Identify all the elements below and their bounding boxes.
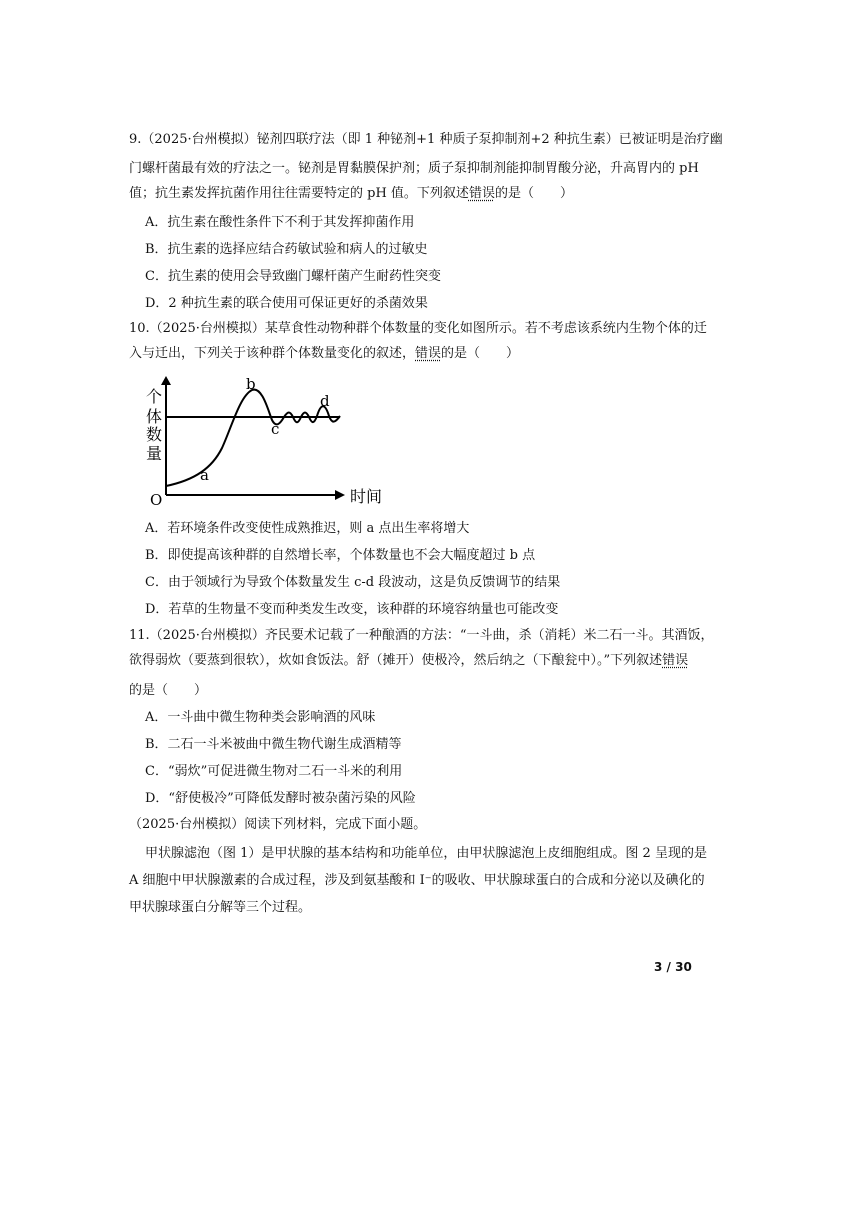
- q10-stem-tail: 的是（ ）: [441, 346, 520, 361]
- q11-emphasis-word: 错误: [662, 653, 689, 668]
- material-paragraph-line-2: A 细胞中甲状腺激素的合成过程，涉及到氨基酸和 I⁻的吸收、甲状腺球蛋白的合成和分泌以及碘化的: [129, 873, 705, 888]
- q9-option-a: A．抗生素在酸性条件下不利于其发挥抑菌作用: [145, 215, 415, 230]
- y-axis-label-char-3: 数: [146, 425, 163, 444]
- q10-stem-line-2: [129, 345, 519, 363]
- point-label-b: b: [246, 376, 256, 393]
- q10-stem-line-1: 10.（2025·台州模拟）某草食性动物种群个体数量的变化如图所示。若不考虑该系统内生物个体的迁: [129, 321, 707, 336]
- q9-emphasis-word: 错误: [468, 186, 495, 201]
- origin-label: O: [150, 491, 163, 508]
- q9-option-c: C．抗生素的使用会导致幽门螺杆菌产生耐药性突变: [145, 269, 441, 284]
- material-intro: （2025·台州模拟）阅读下列材料，完成下面小题。: [129, 817, 427, 832]
- q10-option-a: A．若环境条件改变使性成熟推迟，则 a 点出生率将增大: [145, 521, 470, 536]
- q9-stem-text: 值；抗生素发挥抗菌作用往往需要特定的 pH 值。下列叙述: [129, 186, 469, 201]
- population-curve: [166, 390, 340, 486]
- q9-option-d: D．2 种抗生素的联合使用可保证更好的杀菌效果: [145, 296, 428, 311]
- q11-option-d: D．“舒使极冷”可降低发酵时被杂菌污染的风险: [145, 791, 416, 806]
- population-chart: [140, 376, 390, 508]
- point-label-c: c: [271, 420, 280, 438]
- y-axis-arrow: [161, 376, 171, 385]
- q11-stem-line-1: 11.（2025·台州模拟）齐民要术记载了一种酿酒的方法：“一斗曲，杀（消耗）米二石一斗。其酒饭，: [129, 628, 714, 643]
- x-axis-arrow: [335, 490, 345, 500]
- q9-stem-line-3: [129, 185, 573, 203]
- material-paragraph-line-3: 甲状腺球蛋白分解等三个过程。: [129, 900, 312, 915]
- point-label-d: d: [320, 392, 330, 410]
- page-number: 3 / 30: [654, 960, 692, 974]
- q11-option-b: B．二石一斗米被曲中微生物代谢生成酒精等: [145, 737, 402, 752]
- x-axis-label: 时间: [350, 487, 383, 506]
- q10-option-d: D．若草的生物量不变而种类发生改变，该种群的环境容纳量也可能改变: [145, 602, 559, 617]
- q11-option-c: C．“弱炊”可促进微生物对二石一斗米的利用: [145, 764, 403, 779]
- q11-option-a: A．一斗曲中微生物种类会影响酒的风味: [145, 710, 376, 725]
- q9-stem-tail: 的是（ ）: [494, 186, 573, 201]
- material-paragraph-line-1: 甲状腺滤泡（图 1）是甲状腺的基本结构和功能单位，由甲状腺滤泡上皮细胞组成。图 2 呈现的是: [145, 846, 707, 861]
- y-axis-label-char-4: 量: [146, 444, 163, 463]
- y-axis-label-char-1: 个: [146, 387, 163, 406]
- q10-emphasis-word: 错误: [415, 346, 442, 361]
- point-label-a: a: [200, 466, 209, 484]
- q11-stem-line-2: [129, 652, 688, 670]
- q9-option-b: B．抗生素的选择应结合药敏试验和病人的过敏史: [145, 242, 428, 257]
- q10-option-b: B．即使提高该种群的自然增长率，个体数量也不会大幅度超过 b 点: [145, 548, 536, 563]
- q10-option-c: C．由于领域行为导致个体数量发生 c-d 段波动，这是负反馈调节的结果: [145, 575, 561, 590]
- q9-stem-line-1: 9.（2025·台州模拟）铋剂四联疗法（即 1 种铋剂+1 种质子泵抑制剂+2 种抗生素）已被证明是治疗幽: [129, 132, 723, 147]
- q10-stem-text: 入与迁出，下列关于该种群个体数量变化的叙述，: [129, 346, 416, 361]
- q9-stem-line-2: 门螺杆菌最有效的疗法之一。铋剂是胃黏膜保护剂；质子泵抑制剂能抑制胃酸分泌，升高胃内的 pH: [129, 161, 699, 176]
- q11-stem-line-3: 的是（ ）: [129, 683, 208, 698]
- q11-stem-text: 欲得弱炊（要蒸到很软），炊如食饭法。舒（摊开）使极冷，然后纳之（下酿瓮中）。”下列叙述: [129, 653, 663, 668]
- y-axis-label-char-2: 体: [146, 407, 163, 426]
